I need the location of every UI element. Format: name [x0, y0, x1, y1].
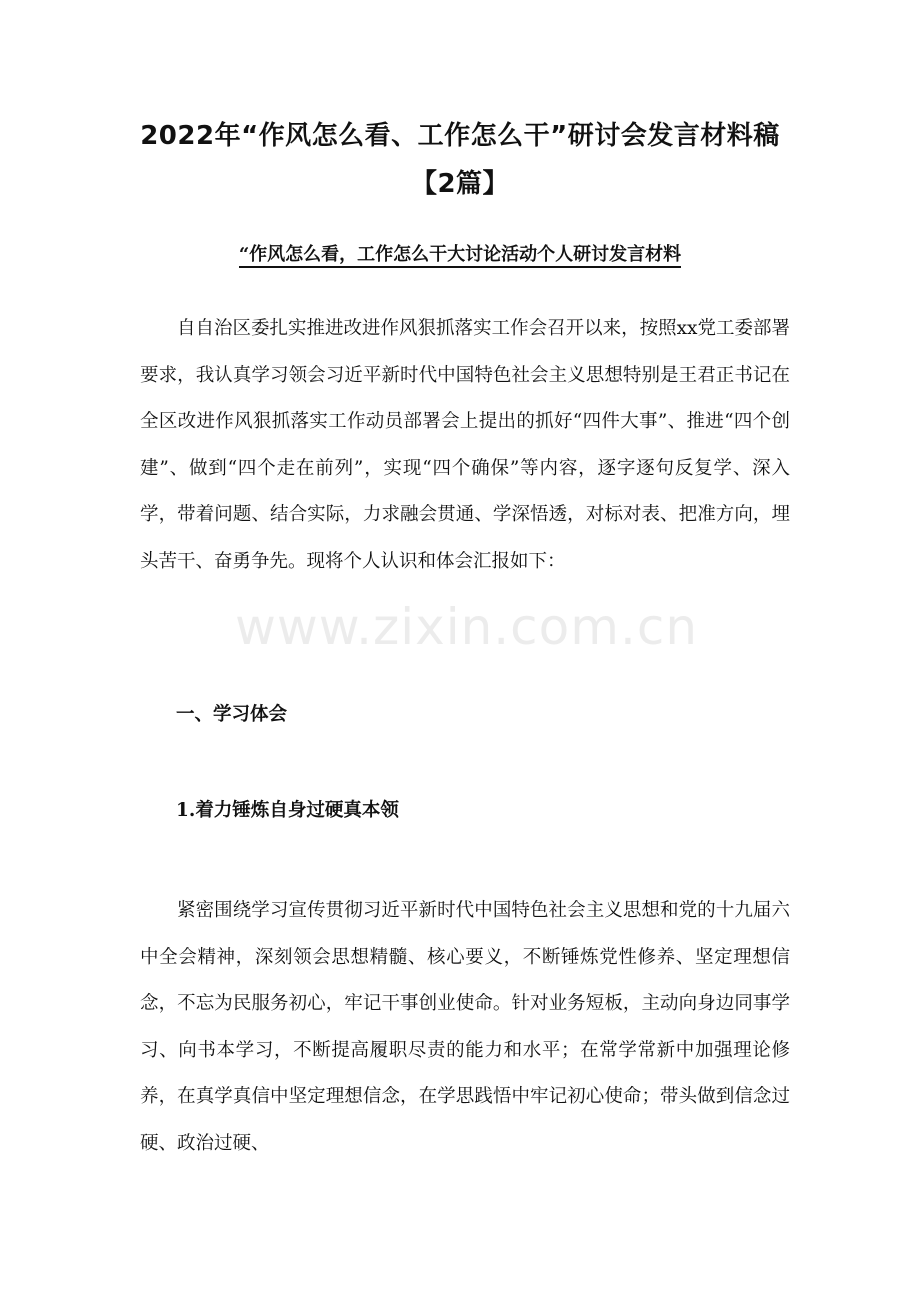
subsection-heading: 1.着力锤炼自身过硬真本领 [176, 800, 399, 821]
intro-paragraph: 自自治区委扎实推进改进作风狠抓落实工作会召开以来，按照xx党工委部署要求，我认真学习领会习近平新时代中国特色社会主义思想特别是王君正书记在全区改进作风狠抓落实工作动员部署会上提出的抓好“四件大事”、推进“四个创建”、做到“四个走在前列”，实现“四个确保”等内容，逐字逐句反复学、深入学，带着问题、结合实际，力求融会贯通、学深悟透，对标对表、把准方向，埋头苦干、奋勇争先。现将个人认识和体会汇报如下： [140, 318, 790, 572]
section-heading: 一、学习体会 [176, 704, 288, 725]
article-subtitle-text: “作风怎么看，工作怎么干大讨论活动个人研讨发言材料 [239, 244, 681, 268]
article-subtitle [140, 240, 780, 270]
watermark: www.zixin.com.cn [235, 598, 699, 656]
body-paragraph: 紧密围绕学习宣传贯彻习近平新时代中国特色社会主义思想和党的十九届六中全会精神，深刻领会思想精髓、核心要义，不断锤炼党性修养、坚定理想信念，不忘为民服务初心，牢记干事创业使命。针对业务短板，主动向身边同事学习、向书本学习，不断提高履职尽责的能力和水平；在常学常新中加强理论修养，在真学真信中坚定理想信念，在学思践悟中牢记初心使命；带头做到信念过硬、政治过硬、 [140, 900, 790, 1154]
document-title: 2022年“作风怎么看、工作怎么干”研讨会发言材料稿【2篇】 [140, 121, 780, 199]
